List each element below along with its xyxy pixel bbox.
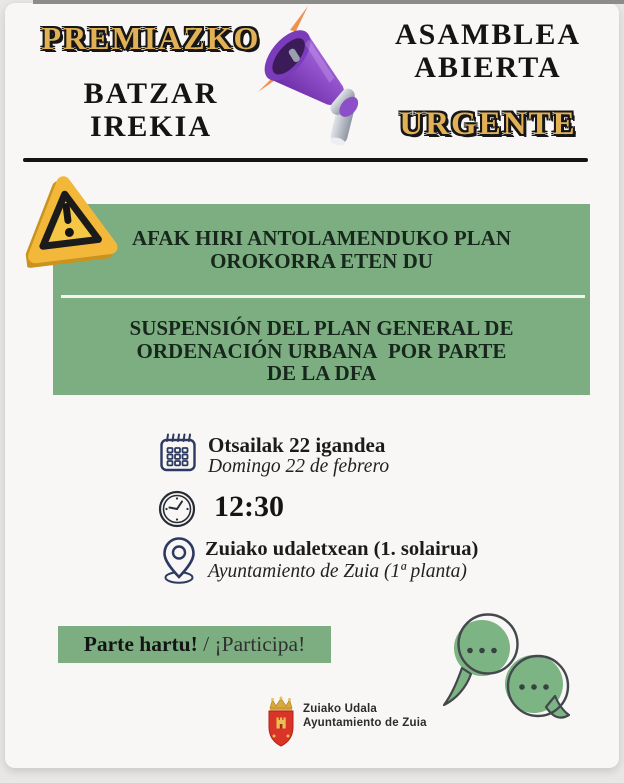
- header-divider: [23, 158, 588, 162]
- announcement-basque-line1: AFAK HIRI ANTOLAMENDUKO PLAN: [132, 226, 511, 250]
- calendar-icon: [159, 433, 197, 473]
- photo-edge-strip: [33, 0, 624, 4]
- announcement-panel: [53, 204, 590, 395]
- megaphone-icon: [250, 4, 372, 152]
- title-batzar-line1: BATZAR: [83, 77, 219, 110]
- speech-bubbles-icon: [438, 602, 598, 727]
- zuia-coat-of-arms-icon: [264, 696, 298, 748]
- cta-separator: /: [197, 632, 215, 656]
- badge-urgente: URGENTE: [399, 106, 577, 142]
- location-pin-icon: [161, 536, 197, 584]
- org-name-basque: Zuiako Udala: [303, 703, 377, 715]
- announcement-spanish-line3: DE LA DFA: [266, 361, 377, 385]
- title-asamblea-line2: ABIERTA: [414, 51, 562, 84]
- announcement-basque: [53, 227, 590, 273]
- time-value: 12:30: [214, 490, 284, 523]
- announcement-divider: [61, 295, 585, 298]
- org-name-spanish: Ayuntamiento de Zuia: [303, 716, 427, 729]
- title-batzar-line2: IREKIA: [89, 110, 213, 143]
- announcement-basque-line2: OROKORRA ETEN DU: [210, 249, 433, 273]
- cta-basque: Parte hartu!: [83, 632, 198, 656]
- place-basque: Zuiako udaletxean (1. solairua): [205, 538, 479, 560]
- clock-icon: [157, 489, 197, 529]
- announcement-spanish-line1: SUSPENSIÓN DEL PLAN GENERAL DE: [129, 316, 514, 340]
- header-spanish-block: [368, 18, 608, 143]
- badge-premiazko: PREMIAZKO: [41, 20, 261, 56]
- date-spanish: Domingo 22 de febrero: [208, 456, 390, 477]
- announcement-spanish: [53, 317, 590, 385]
- header-basque-block: [30, 20, 272, 143]
- date-basque: Otsailak 22 igandea: [208, 433, 386, 457]
- place-spanish: Ayuntamiento de Zuia (1ª planta): [208, 561, 467, 582]
- title-asamblea-line1: ASAMBLEA: [394, 18, 582, 51]
- cta-spanish: ¡Participa!: [214, 632, 306, 656]
- participate-banner: [58, 626, 331, 663]
- announcement-spanish-line2: ORDENACIÓN URBANA POR PARTE: [136, 338, 507, 363]
- warning-triangle-icon: [16, 167, 119, 275]
- organization-name: [303, 703, 427, 730]
